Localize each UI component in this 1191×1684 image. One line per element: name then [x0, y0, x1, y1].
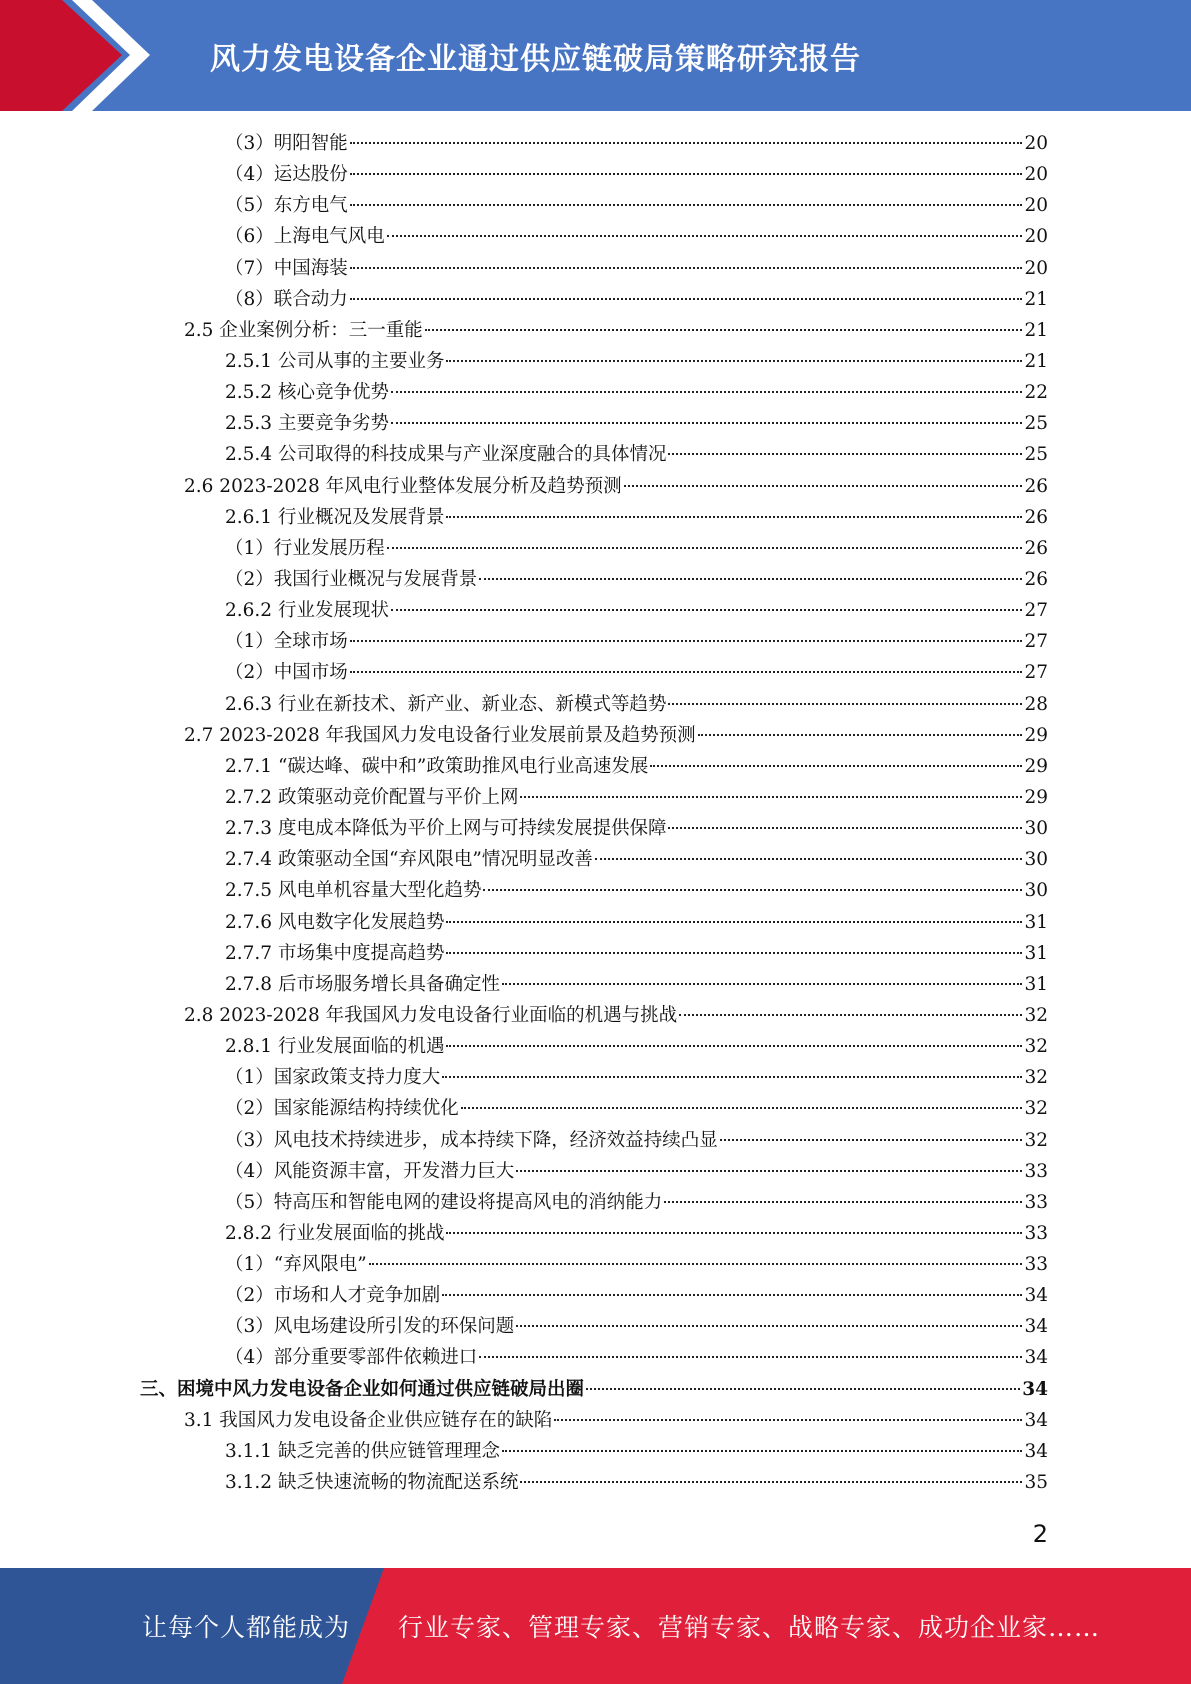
toc-entry-page: 34: [1024, 1347, 1048, 1369]
toc-entry-page: 28: [1024, 693, 1048, 715]
toc-entry-page: 21: [1024, 350, 1048, 372]
toc-entry-page: 32: [1024, 1067, 1048, 1089]
toc-entry[interactable]: [140, 969, 1048, 1000]
toc-entry[interactable]: [140, 377, 1048, 408]
toc-entry[interactable]: [140, 159, 1048, 190]
toc-entry[interactable]: [140, 1093, 1048, 1124]
toc-entry-title: （3）风电场建设所引发的环保问题: [225, 1316, 515, 1338]
toc-entry-page: 29: [1024, 786, 1048, 808]
toc-entry-page: 25: [1024, 413, 1048, 435]
footer-slogan-left: 让每个人都能成为: [142, 1613, 351, 1642]
toc-entry[interactable]: [140, 689, 1048, 720]
dot-leader: [446, 516, 1022, 518]
toc-entry[interactable]: [140, 1342, 1048, 1373]
toc-entry-title: 2.6.3 行业在新技术、新产业、新业态、新模式等趋势: [225, 693, 667, 715]
toc-entry[interactable]: [140, 1467, 1048, 1498]
dot-leader: [391, 391, 1022, 393]
dot-leader: [391, 422, 1022, 424]
toc-entry-title: （1）“弃风限电”: [225, 1254, 367, 1276]
toc-entry[interactable]: [140, 1156, 1048, 1187]
dot-leader: [446, 921, 1022, 923]
toc-entry-page: 34: [1024, 1285, 1048, 1307]
toc-entry-page: 26: [1024, 475, 1048, 497]
toc-entry-title: 2.7.8 后市场服务增长具备确定性: [225, 973, 500, 995]
toc-entry-page: 31: [1024, 973, 1048, 995]
toc-entry-title: （3）明阳智能: [225, 133, 348, 154]
dot-leader: [650, 765, 1022, 767]
toc-entry-page: 31: [1024, 942, 1048, 964]
toc-entry-page: 22: [1024, 382, 1048, 404]
toc-entry-page: 32: [1024, 1098, 1048, 1120]
toc-entry-title: 2.7.7 市场集中度提高趋势: [225, 942, 445, 964]
toc-entry[interactable]: [140, 502, 1048, 533]
toc-entry-title: （8）联合动力: [225, 288, 348, 310]
dot-leader: [387, 547, 1023, 549]
toc-entry-page: 32: [1024, 1036, 1048, 1058]
toc-entry[interactable]: [140, 315, 1048, 346]
dot-leader: [442, 1294, 1022, 1296]
footer-slogan-right: 行业专家、管理专家、营销专家、战略专家、成功企业家……: [398, 1613, 1101, 1642]
toc-entry-title: 2.6.2 行业发展现状: [225, 600, 389, 622]
toc-entry-title: （5）东方电气: [225, 195, 348, 217]
dot-leader: [668, 453, 1022, 455]
dot-leader: [520, 796, 1022, 798]
toc-entry-page: 21: [1024, 319, 1048, 341]
dot-leader: [461, 1107, 1023, 1109]
toc-entry-page: 30: [1024, 880, 1048, 902]
toc-entry-title: 2.8 2023-2028 年我国风力发电设备行业面临的机遇与挑战: [184, 1004, 678, 1026]
toc-entry[interactable]: [140, 720, 1048, 751]
dot-leader: [442, 1076, 1022, 1078]
toc-entry-page: 33: [1024, 1222, 1048, 1244]
toc-entry[interactable]: [140, 1405, 1048, 1436]
toc-entry-page: 30: [1024, 849, 1048, 871]
toc-entry[interactable]: [140, 1374, 1048, 1405]
toc-entry-title: （2）市场和人才竞争加剧: [225, 1285, 441, 1307]
dot-leader: [350, 173, 1023, 175]
toc-entry-page: 34: [1022, 1378, 1048, 1400]
toc-entry-page: 32: [1024, 1004, 1048, 1026]
dot-leader: [502, 1450, 1022, 1452]
dot-leader: [624, 485, 1023, 487]
toc-entry-page: 20: [1024, 164, 1048, 186]
toc-entry[interactable]: [140, 346, 1048, 377]
toc-entry[interactable]: [140, 813, 1048, 844]
red-chevron-logo: [0, 0, 160, 111]
toc-entry-page: 20: [1024, 257, 1048, 279]
toc-entry[interactable]: [140, 439, 1048, 470]
dot-leader: [350, 142, 1023, 144]
toc-entry-title: （4）部分重要零部件依赖进口: [225, 1347, 478, 1369]
dot-leader: [425, 329, 1023, 331]
toc-entry-page: 20: [1024, 133, 1048, 154]
toc-entry-title: 3.1 我国风力发电设备企业供应链存在的缺陷: [184, 1409, 553, 1431]
toc-entry-title: 2.5.4 公司取得的科技成果与产业深度融合的具体情况: [225, 444, 667, 466]
toc-entry-page: 34: [1024, 1409, 1048, 1431]
toc-entry-page: 30: [1024, 818, 1048, 840]
toc-entry-title: （1）全球市场: [225, 631, 348, 653]
toc-entry-page: 31: [1024, 911, 1048, 933]
toc-entry-title: 2.7.2 政策驱动竞价配置与平价上网: [225, 786, 519, 808]
toc-entry-title: 2.8.1 行业发展面临的机遇: [225, 1036, 445, 1058]
dot-leader: [479, 1356, 1022, 1358]
toc-entry-title: （2）我国行业概况与发展背景: [225, 568, 478, 590]
header-banner: [0, 0, 1191, 111]
toc-entry-title: 2.5.2 核心竞争优势: [225, 382, 389, 404]
toc-entry[interactable]: [140, 1125, 1048, 1156]
toc-entry[interactable]: [140, 1280, 1048, 1311]
toc-entry[interactable]: [140, 564, 1048, 595]
dot-leader: [520, 1481, 1022, 1483]
toc-entry-title: 2.5 企业案例分析：三一重能: [184, 319, 423, 341]
toc-entry-page: 20: [1024, 195, 1048, 217]
dot-leader: [350, 671, 1023, 673]
toc-entry-title: （6）上海电气风电: [225, 226, 385, 248]
toc-entry[interactable]: [140, 533, 1048, 564]
toc-entry-title: 2.7.4 政策驱动全国“弃风限电”情况明显改善: [225, 849, 593, 871]
toc-entry-title: 2.7.3 度电成本降低为平价上网与可持续发展提供保障: [225, 818, 667, 840]
toc-entry[interactable]: [140, 657, 1048, 688]
toc-entry-page: 27: [1024, 662, 1048, 684]
toc-entry-page: 29: [1024, 755, 1048, 777]
dot-leader: [446, 1232, 1022, 1234]
toc-entry-title: （5）特高压和智能电网的建设将提高风电的消纳能力: [225, 1191, 663, 1213]
toc-entry-title: 2.7 2023-2028 年我国风力发电设备行业发展前景及趋势预测: [184, 724, 696, 746]
dot-leader: [554, 1419, 1022, 1421]
dot-leader: [586, 1388, 1020, 1390]
dot-leader: [516, 1325, 1022, 1327]
dot-leader: [483, 889, 1022, 891]
dot-leader: [350, 204, 1023, 206]
toc-entry-page: 27: [1024, 600, 1048, 622]
toc-entry[interactable]: [140, 626, 1048, 657]
toc-entry-title: 2.5.3 主要竞争劣势: [225, 413, 389, 435]
toc-entry[interactable]: [140, 844, 1048, 875]
toc-entry[interactable]: [140, 595, 1048, 626]
toc-entry-title: （4）运达股份: [225, 164, 348, 186]
toc-entry[interactable]: [140, 907, 1048, 938]
dot-leader: [350, 298, 1023, 300]
toc-entry-title: 2.7.6 风电数字化发展趋势: [225, 911, 445, 933]
page-number: 2: [1032, 1520, 1048, 1548]
toc-entry-page: 26: [1024, 537, 1048, 559]
toc-entry[interactable]: [140, 1000, 1048, 1031]
toc-entry-title: 3.1.2 缺乏快速流畅的物流配送系统: [225, 1472, 519, 1494]
toc-entry-title: （1）行业发展历程: [225, 537, 385, 559]
toc-entry-title: （4）风能资源丰富，开发潜力巨大: [225, 1160, 515, 1182]
toc-entry-page: 20: [1024, 226, 1048, 248]
dot-leader: [516, 1170, 1022, 1172]
toc-entry-title: （3）风电技术持续进步，成本持续下降，经济效益持续凸显: [225, 1129, 718, 1151]
toc-entry-title: （7）中国海装: [225, 257, 348, 279]
dot-leader: [668, 703, 1022, 705]
toc-entry-page: 33: [1024, 1160, 1048, 1182]
toc-entry-page: 33: [1024, 1254, 1048, 1276]
toc-entry-page: 26: [1024, 568, 1048, 590]
toc-entry-title: 2.7.1 “碳达峰、碳中和”政策助推风电行业高速发展: [225, 755, 649, 777]
toc-entry[interactable]: [140, 408, 1048, 439]
toc-entry-page: 35: [1024, 1472, 1048, 1494]
toc-entry-page: 34: [1024, 1440, 1048, 1462]
toc-entry[interactable]: [140, 782, 1048, 813]
toc-entry-page: 27: [1024, 631, 1048, 653]
toc-entry-page: 34: [1024, 1316, 1048, 1338]
footer-banner: [0, 1568, 1191, 1684]
dot-leader: [446, 1045, 1022, 1047]
toc-entry-title: 2.8.2 行业发展面临的挑战: [225, 1222, 445, 1244]
toc-entry-title: （2）国家能源结构持续优化: [225, 1098, 459, 1120]
toc-entry-page: 25: [1024, 444, 1048, 466]
dot-leader: [720, 1139, 1023, 1141]
toc-entry[interactable]: [140, 1187, 1048, 1218]
dot-leader: [369, 1263, 1023, 1265]
toc-entry[interactable]: [140, 938, 1048, 969]
toc-entry[interactable]: [140, 1218, 1048, 1249]
toc-entry-title: 2.5.1 公司从事的主要业务: [225, 350, 445, 372]
report-title: 风力发电设备企业通过供应链破局策略研究报告: [210, 41, 861, 77]
toc-entry-page: 33: [1024, 1191, 1048, 1213]
toc-entry-title: （2）中国市场: [225, 662, 348, 684]
toc-entry[interactable]: [140, 1311, 1048, 1342]
toc-entry-title: 三、困境中风力发电设备企业如何通过供应链破局出圈: [140, 1378, 585, 1400]
toc-entry[interactable]: [140, 471, 1048, 502]
toc-entry-title: 2.6 2023-2028 年风电行业整体发展分析及趋势预测: [184, 475, 622, 497]
dot-leader: [350, 640, 1023, 642]
dot-leader: [479, 578, 1022, 580]
dot-leader: [391, 609, 1022, 611]
toc-entry[interactable]: [140, 1062, 1048, 1093]
toc-entry-page: 21: [1024, 288, 1048, 310]
toc-entry[interactable]: [140, 875, 1048, 906]
dot-leader: [679, 1014, 1022, 1016]
dot-leader: [502, 983, 1022, 985]
toc-entry-page: 26: [1024, 506, 1048, 528]
dot-leader: [668, 827, 1022, 829]
dot-leader: [698, 734, 1023, 736]
toc-entry-title: 3.1.1 缺乏完善的供应链管理理念: [225, 1440, 500, 1462]
toc-entry-page: 29: [1024, 724, 1048, 746]
toc-entry[interactable]: [140, 128, 1048, 159]
toc-entry[interactable]: [140, 190, 1048, 221]
dot-leader: [595, 858, 1023, 860]
table-of-contents: [140, 128, 1048, 1498]
toc-entry-title: 2.7.5 风电单机容量大型化趋势: [225, 880, 482, 902]
toc-entry[interactable]: [140, 284, 1048, 315]
dot-leader: [446, 360, 1022, 362]
dot-leader: [350, 267, 1023, 269]
toc-entry-title: 2.6.1 行业概况及发展背景: [225, 506, 445, 528]
toc-entry-page: 32: [1024, 1129, 1048, 1151]
toc-entry[interactable]: [140, 253, 1048, 284]
toc-entry[interactable]: [140, 1436, 1048, 1467]
toc-entry[interactable]: [140, 1249, 1048, 1280]
toc-entry[interactable]: [140, 1031, 1048, 1062]
toc-entry[interactable]: [140, 221, 1048, 252]
toc-entry[interactable]: [140, 751, 1048, 782]
dot-leader: [664, 1201, 1022, 1203]
dot-leader: [387, 235, 1023, 237]
dot-leader: [446, 952, 1022, 954]
toc-entry-title: （1）国家政策支持力度大: [225, 1067, 441, 1089]
